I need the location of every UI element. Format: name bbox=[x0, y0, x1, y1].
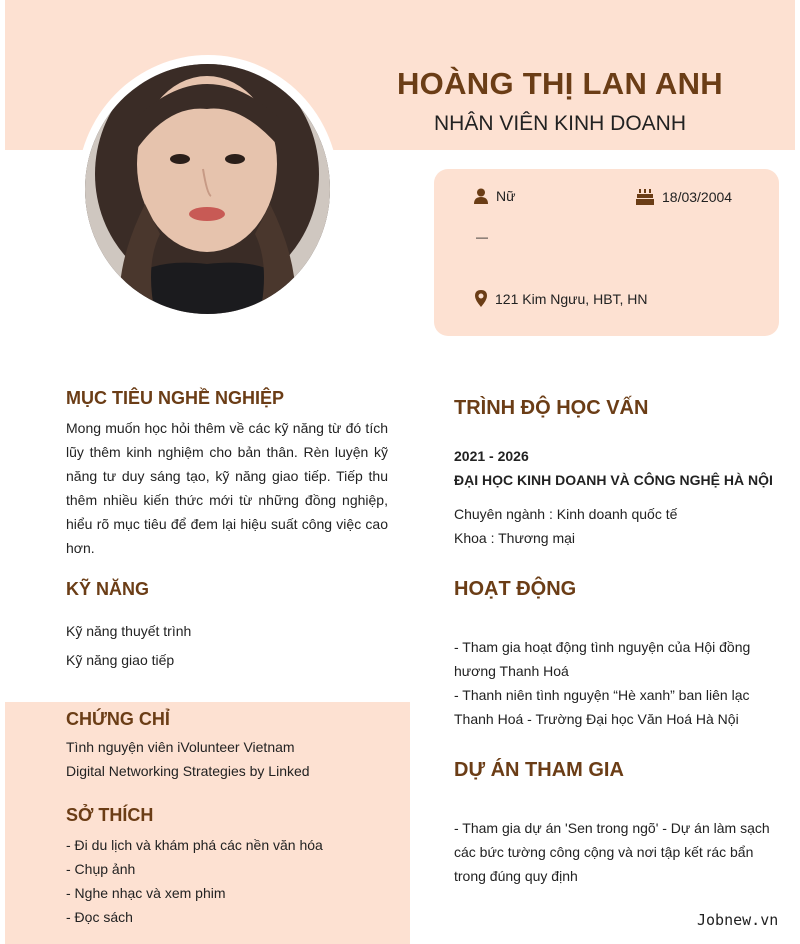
skill-item: Kỹ năng thuyết trình bbox=[66, 623, 192, 639]
user-icon bbox=[474, 188, 488, 204]
skills-title: KỸ NĂNG bbox=[66, 579, 150, 599]
skills-list bbox=[66, 617, 191, 675]
address-value: 121 Kim Ngưu, HBT, HN bbox=[495, 290, 648, 307]
objective-line: năng tư duy sáng tạo, kỹ năng giao tiếp. Tiếp thu bbox=[66, 468, 388, 484]
candidate-name: HOÀNG THỊ LAN ANH bbox=[397, 66, 723, 101]
hobby-item: - Đi du lịch và khám phá các nền văn hóa bbox=[66, 837, 323, 853]
certificate-item: Tình nguyện viên iVolunteer Vietnam bbox=[66, 739, 295, 755]
projects-text bbox=[454, 816, 770, 888]
site-watermark: Jobnew.vn bbox=[697, 911, 779, 929]
project-line: - Tham gia dự án 'Sen trong ngõ' - Dự án làm sạch bbox=[454, 820, 770, 836]
birthday-value: 18/03/2004 bbox=[662, 188, 733, 205]
objective-line: thêm nhiều kiến thức mới từ những đồng nghiệp, bbox=[66, 492, 388, 508]
project-line: trong đúng quy định bbox=[454, 868, 578, 884]
avatar bbox=[85, 64, 330, 314]
projects-title: DỰ ÁN THAM GIA bbox=[454, 759, 624, 781]
gender-row bbox=[474, 188, 515, 204]
certificate-item: Digital Networking Strategies by Linked bbox=[66, 763, 310, 779]
education-major: Chuyên ngành : Kinh doanh quốc tế bbox=[454, 506, 678, 522]
hobby-item: - Đọc sách bbox=[66, 909, 133, 925]
objective-text bbox=[66, 416, 388, 560]
activity-line: Thanh Hoá - Trường Đại học Văn Hoá Hà Nội bbox=[454, 711, 739, 727]
certificates-title: CHỨNG CHỈ bbox=[66, 709, 170, 729]
objective-line: hơn. bbox=[66, 540, 95, 556]
objective-title: MỤC TIÊU NGHỀ NGHIỆP bbox=[66, 388, 285, 408]
avatar-image bbox=[85, 64, 330, 314]
education-school: ĐẠI HỌC KINH DOANH VÀ CÔNG NGHỆ HÀ NỘI bbox=[454, 472, 773, 488]
activities-title: HOẠT ĐỘNG bbox=[454, 578, 577, 600]
personal-info-card bbox=[434, 169, 779, 336]
address-row bbox=[475, 290, 648, 307]
location-pin-icon bbox=[475, 290, 487, 307]
hobby-item: - Nghe nhạc và xem phim bbox=[66, 885, 226, 901]
education-faculty: Khoa : Thương mại bbox=[454, 530, 576, 546]
objective-line: lũy thêm kinh nghiệm cho bản thân. Rèn luyện kỹ bbox=[66, 444, 388, 460]
hobbies-list bbox=[66, 833, 323, 929]
job-title: NHÂN VIÊN KINH DOANH bbox=[433, 112, 687, 135]
education-title: TRÌNH ĐỘ HỌC VẤN bbox=[454, 397, 649, 419]
birthday-cake-icon bbox=[636, 188, 654, 205]
objective-line: Mong muốn học hỏi thêm về các kỹ năng từ đó tích bbox=[66, 420, 388, 436]
education-period: 2021 - 2026 bbox=[454, 448, 529, 464]
objective-line: hiểu rõ mục tiêu để đem lại hiệu suất công việc cao bbox=[66, 516, 388, 532]
hobby-item: - Chụp ảnh bbox=[66, 861, 136, 877]
activity-line: - Thanh niên tình nguyện “Hè xanh” ban liên lạc bbox=[454, 687, 750, 703]
phone-row bbox=[476, 230, 488, 244]
gender-value: Nữ bbox=[496, 188, 516, 204]
birthday-row bbox=[636, 188, 732, 205]
activity-line: hương Thanh Hoá bbox=[454, 663, 569, 679]
project-line: các bức tường công cộng và nơi tập kết rác bẩn bbox=[454, 844, 754, 860]
phone-value: — bbox=[476, 230, 488, 244]
activities-text bbox=[454, 635, 750, 731]
activity-line: - Tham gia hoạt động tình nguyện của Hội đồng bbox=[454, 639, 751, 655]
skill-item: Kỹ năng giao tiếp bbox=[66, 652, 175, 668]
hobbies-title: SỞ THÍCH bbox=[66, 805, 154, 825]
certificates-list bbox=[66, 735, 310, 783]
